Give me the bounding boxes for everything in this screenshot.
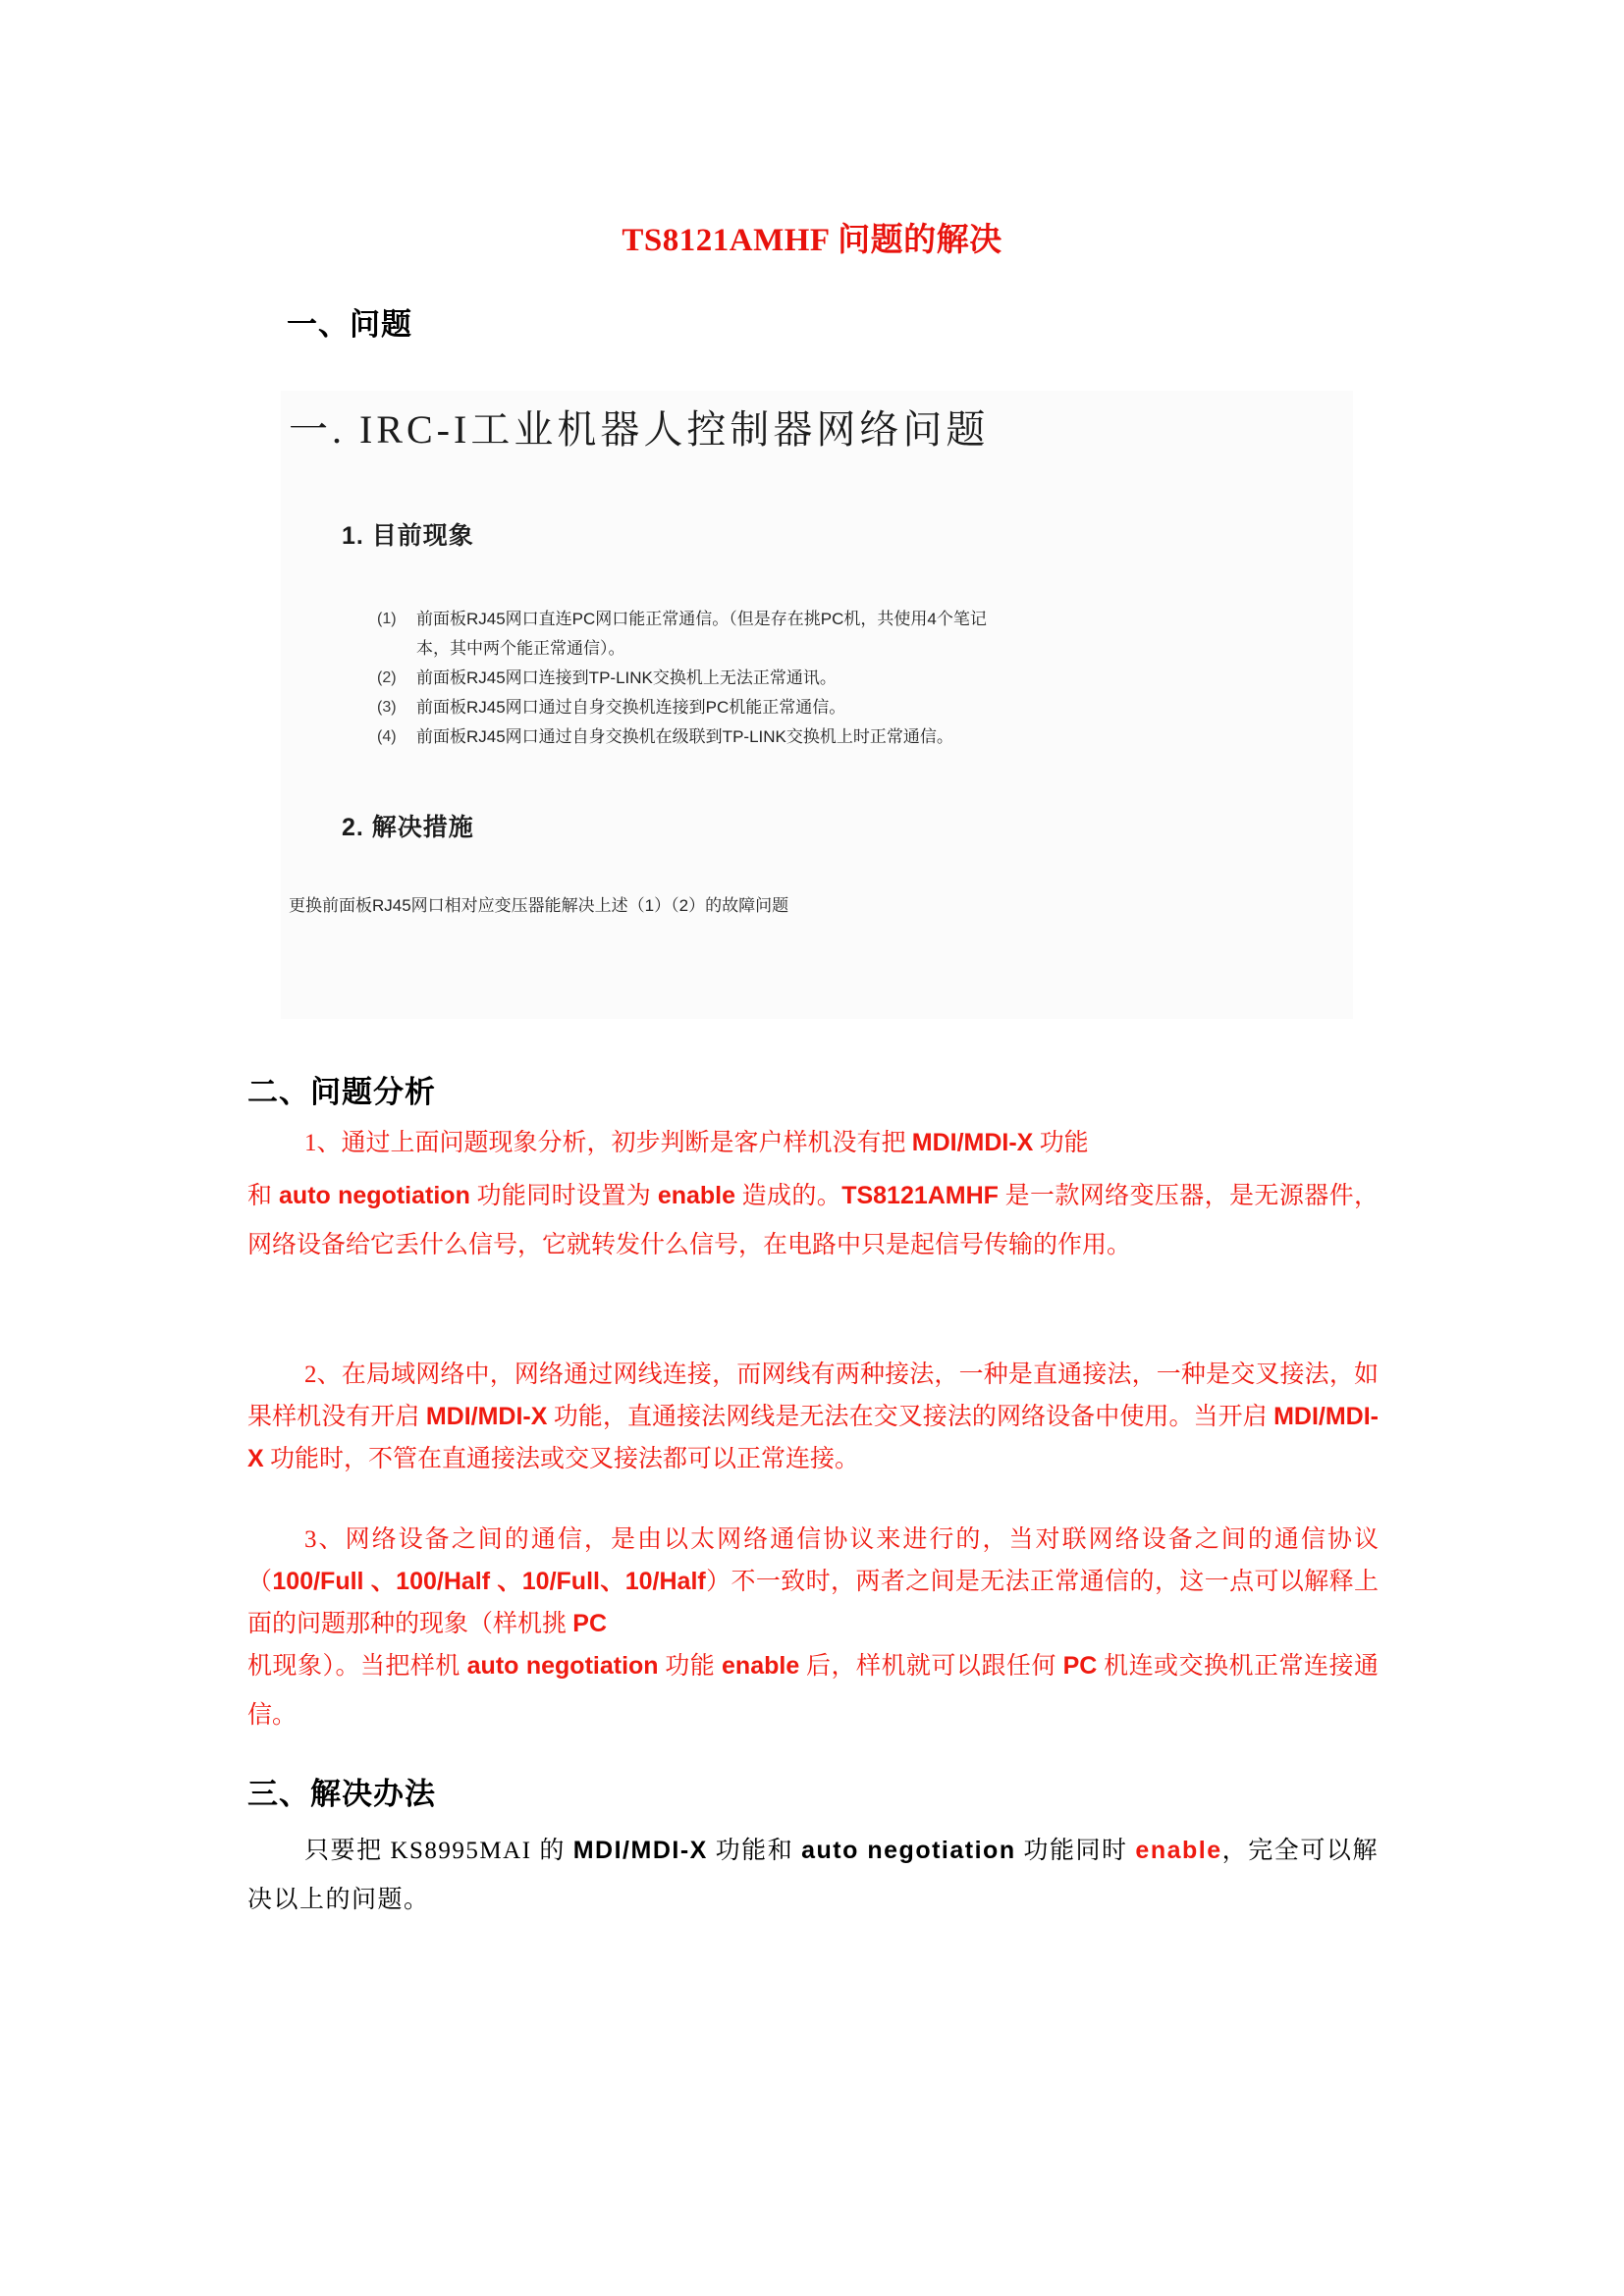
list-item-text: 前面板RJ45网口通过自身交换机连接到PC机能正常通信。: [416, 698, 846, 717]
list-item-text: 前面板RJ45网口连接到TP-LINK交换机上无法正常通讯。: [416, 668, 837, 687]
figure-item-list: [377, 605, 1320, 752]
figure-title: 一. IRC-I工业机器人控制器网络问题: [289, 407, 990, 452]
text-fragment: 功能同时: [1015, 1838, 1136, 1864]
solution-paragraph: [247, 1826, 1379, 1925]
term-mdi-mdix: MDI/MDI-X: [425, 1403, 548, 1430]
analysis-paragraph-3-part1: [247, 1520, 1379, 1645]
term-link-rates: 100/Full 、100/Half 、10/Full、10/Half: [272, 1568, 706, 1595]
list-item: [377, 664, 1320, 693]
term-pc: PC: [572, 1610, 607, 1637]
analysis-paragraph-2: [247, 1355, 1379, 1480]
text-fragment: 是一款网络变压器，是无源器件，网络设备给它丢什么信号，它就转发什么信号，在电路中只是起信号传输的作用。: [247, 1183, 1379, 1258]
list-item: [377, 722, 1320, 752]
list-item-marker: (2): [377, 669, 397, 686]
term-mdi-mdix: MDI/MDI-X: [911, 1129, 1034, 1156]
text-fragment: 3、网络设备之间的通信，是由以太网络通信协议来进行的，当对联网络设备之间的通信协议（: [247, 1526, 1379, 1595]
list-item: [377, 693, 1320, 722]
page-title: TS8121AMHF 问题的解决: [622, 223, 1002, 258]
list-item: [377, 605, 1320, 664]
section-heading-analysis: 二、问题分析: [247, 1075, 436, 1109]
text-fragment: ，完全可以解决以上的问题。: [247, 1838, 1379, 1913]
text-fragment: ）不一致时，两者之间是无法正常通信的，这一点可以解释上面的问题那种的现象（样机挑: [247, 1569, 1379, 1637]
figure-measure-text: 更换前面板RJ45网口相对应变压器能解决上述（1）（2）的故障问题: [289, 896, 789, 915]
list-item-text: 前面板RJ45网口通过自身交换机在级联到TP-LINK交换机上时正常通信。: [416, 727, 953, 746]
text-fragment: 造成的。: [735, 1183, 842, 1209]
figure-subheading-measures: 2. 解决措施: [342, 814, 474, 841]
text-fragment: 2、在局域网络中，网络通过网线连接，而网线有两种接法，一种是直通接法，一种是交叉接法，如果样机没有开启: [247, 1362, 1379, 1430]
term-mdi-mdix: MDI/MDI-X: [247, 1403, 1379, 1472]
analysis-paragraph-3-part2: [247, 1641, 1379, 1740]
term-enable: enable: [1135, 1837, 1222, 1864]
embedded-screenshot-figure: [281, 391, 1353, 1019]
text-fragment: 功能和: [707, 1838, 802, 1864]
text-fragment: 机连或交换机正常连接通信。: [247, 1653, 1379, 1729]
list-item-marker: (4): [377, 728, 397, 745]
text-fragment: 功能: [1033, 1130, 1089, 1156]
text-fragment: 只要把: [304, 1838, 391, 1864]
term-auto-negotiation: auto negotiation: [801, 1837, 1016, 1864]
term-part-number: TS8121AMHF: [841, 1182, 999, 1209]
term-enable: enable: [657, 1182, 736, 1209]
text-fragment: 功能同时设置为: [469, 1183, 658, 1209]
term-auto-negotiation: auto negotiation: [279, 1182, 470, 1209]
term-auto-negotiation: auto negotiation: [466, 1652, 659, 1680]
text-fragment: 的: [531, 1838, 573, 1864]
analysis-paragraph-1-line1: [247, 1124, 1377, 1162]
text-fragment: 功能，直通接法网线是无法在交叉接法的网络设备中使用。当开启: [547, 1404, 1274, 1430]
term-pc: PC: [1062, 1652, 1098, 1680]
list-item-marker: (3): [377, 699, 397, 716]
term-enable: enable: [722, 1652, 800, 1680]
text-fragment: 后，样机就可以跟任何: [799, 1653, 1063, 1680]
section-heading-problem: 一、问题: [287, 307, 412, 342]
text-fragment: 功能时，不管在直通接法或交叉接法都可以正常连接。: [263, 1446, 859, 1472]
analysis-paragraph-1-rest: [247, 1171, 1379, 1270]
list-item-text: 前面板RJ45网口直连PC网口能正常通信。（但是存在挑PC机，共使用4个笔记: [416, 610, 987, 628]
term-chip-ks8995mai: KS8995MAI: [390, 1838, 532, 1864]
term-mdi-mdix: MDI/MDI-X: [572, 1837, 708, 1864]
text-fragment: 和: [247, 1183, 280, 1209]
figure-subheading-current-phenomena: 1. 目前现象: [342, 522, 474, 550]
text-fragment: 机现象）。当把样机: [247, 1653, 467, 1680]
list-item-continuation: 本，其中两个能正常通信）。: [416, 639, 625, 658]
text-fragment: 1、通过上面问题现象分析，初步判断是客户样机没有把: [304, 1130, 912, 1156]
list-item-marker: (1): [377, 611, 397, 627]
section-heading-solution: 三、解决办法: [247, 1777, 436, 1811]
text-fragment: 功能: [658, 1653, 723, 1680]
